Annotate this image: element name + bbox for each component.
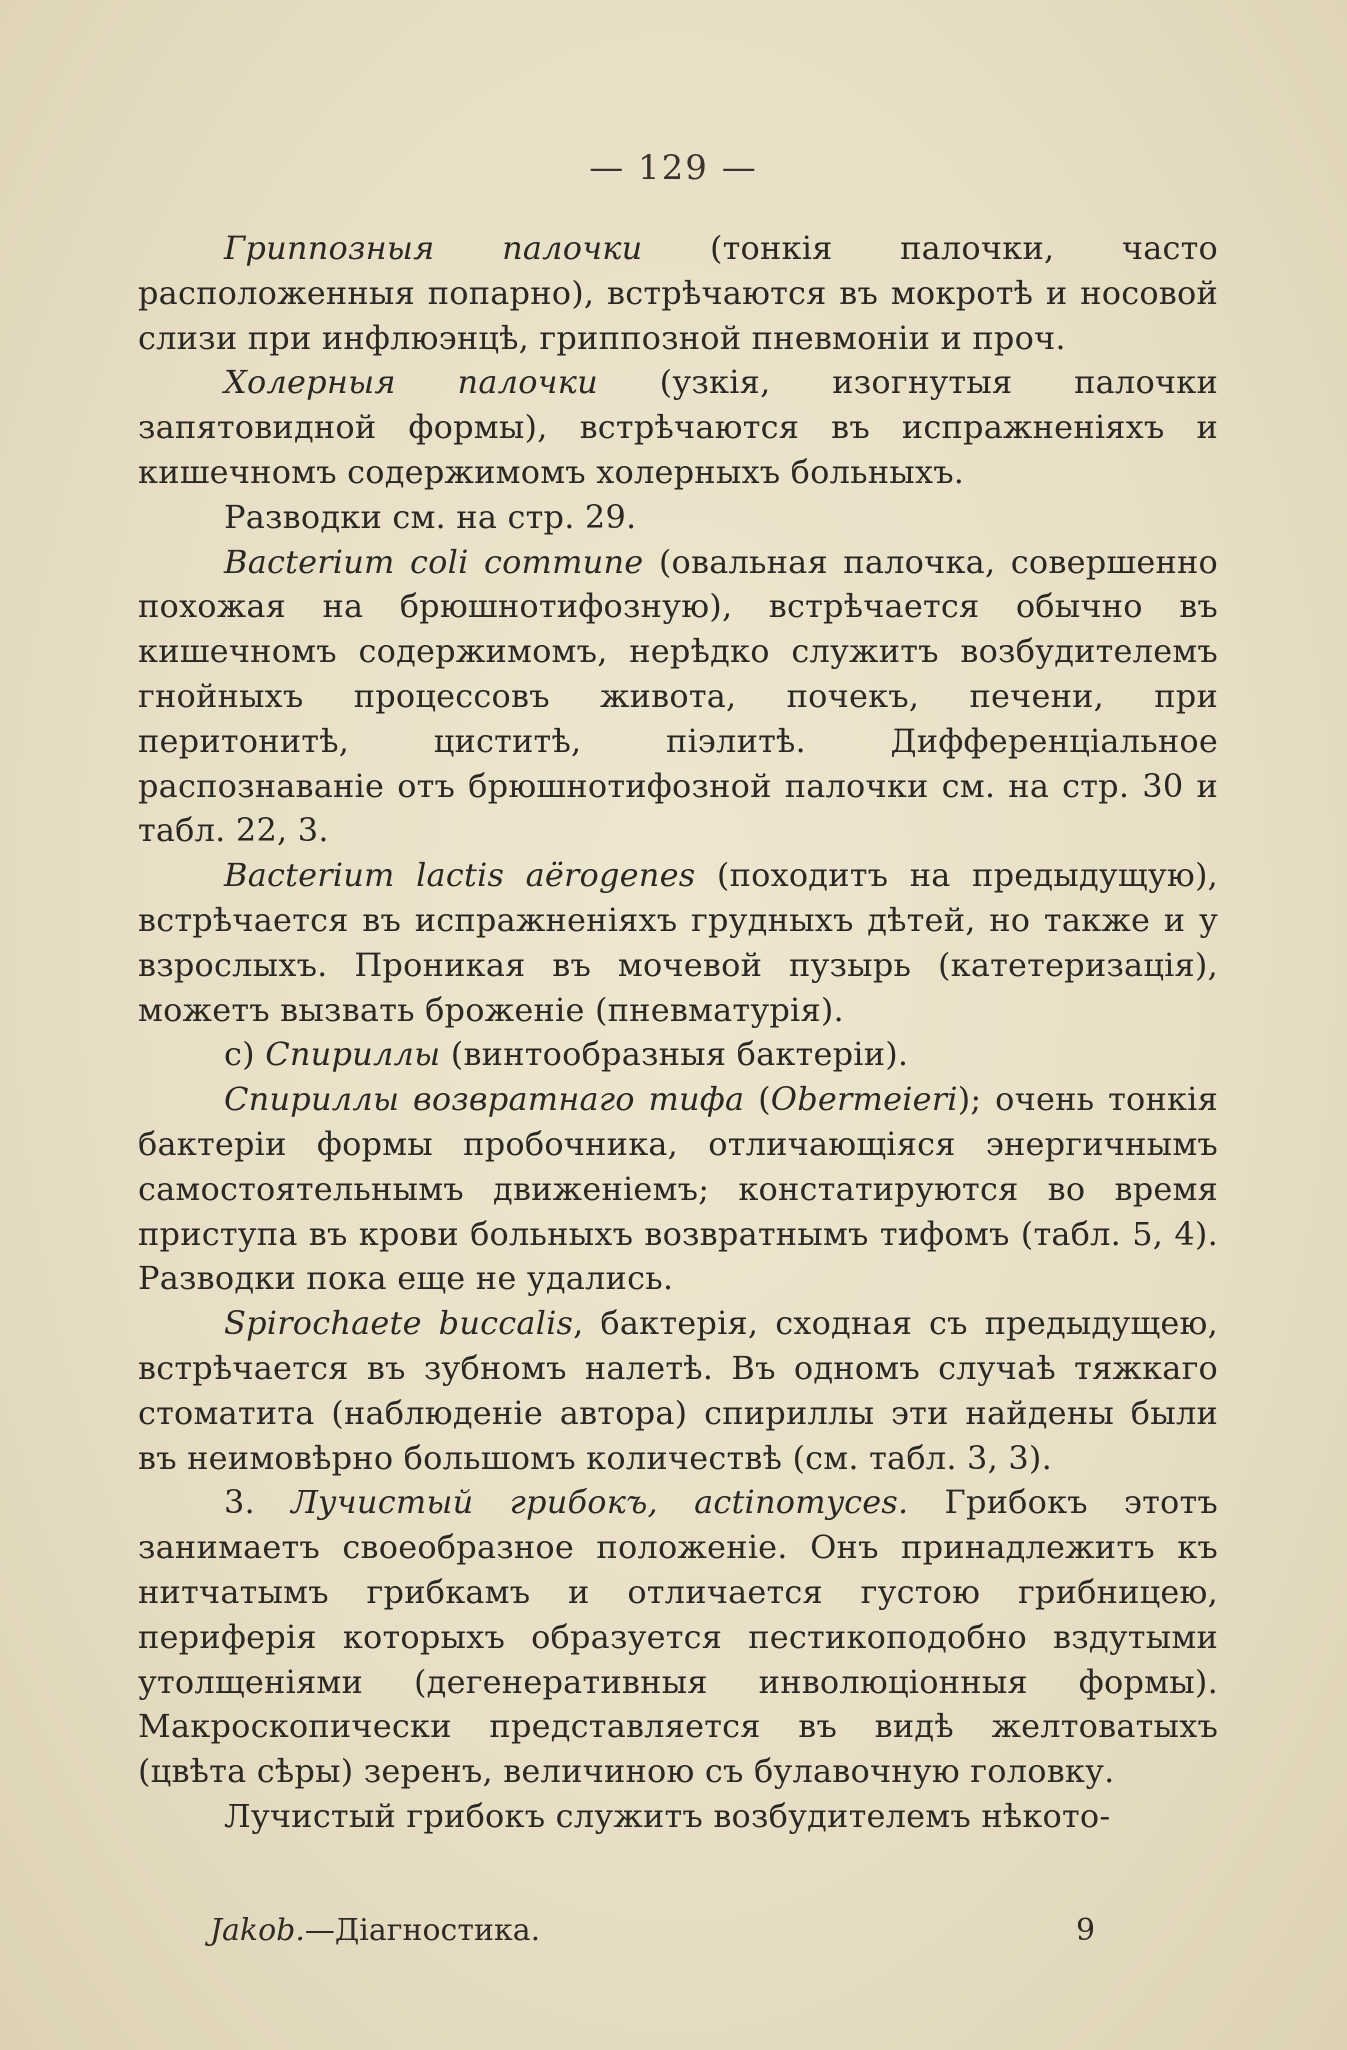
- paragraph-text: c): [224, 1035, 266, 1074]
- paragraph-text: Разводки см. на стр. 29.: [224, 497, 637, 536]
- paragraph-text: ); очень тонкія бактеріи формы пробочника, отличающіяся энергичнымъ самостоятельнымъ движеніемъ; констатируются во время приступа въ крови больныхъ возвратнымъ тифомъ (табл. 5, 4). Разводки пока еще не удались.: [138, 1080, 1218, 1298]
- paragraph-text: (походитъ на предыдущую), встрѣчается въ испражненіяхъ грудныхъ дѣтей, но также и у взрослыхъ. Проникая въ мочевой пузырь (катетеризація), можетъ вызвать броженіе (пневматурія).: [138, 856, 1218, 1029]
- paragraph-text: (овальная палочка, совершенно похожая на брюшнотифозную), встрѣчается обычно въ кишечномъ содержимомъ, нерѣдко служитъ возбудителемъ гнойныхъ процессовъ живота, почекъ, печени, при перитонитѣ, циститѣ, піэлитѣ. Дифференціальное распознаваніе отъ брюшнотифозной палочки см. на стр. 30 и табл. 22, 3.: [138, 542, 1219, 850]
- paragraph-text: , бактерія, сходная съ предыдущею, встрѣчается въ зубномъ налетѣ. Въ одномъ случаѣ тяжкаго стоматита (наблюденіе автора) спириллы эти найдены были въ неимовѣрно большомъ количествѣ (см. табл. 3, 3).: [138, 1304, 1218, 1477]
- paragraph-p7: [138, 1077, 1218, 1301]
- paragraph-p2: [138, 360, 1218, 494]
- paragraph-text: Грибокъ этотъ занимаетъ своеобразное положеніе. Онъ принадлежитъ къ нитчатымъ грибкамъ и отличается густою грибницею, периферія которыхъ образуется пестикоподобно вздутыми утолщеніями (дегенеративныя инволюціонныя формы). Макроскопически представляется въ видѣ желтоватыхъ (цвѣта сѣры) зеренъ, величиною съ булавочную головку.: [138, 1483, 1218, 1791]
- paragraph-p5: [138, 853, 1218, 1032]
- paragraph-p4: [138, 540, 1218, 854]
- italic-term: Спириллы: [265, 1035, 441, 1074]
- italic-term: Спириллы возвратнаго тифа: [224, 1080, 745, 1119]
- page-footer: [210, 1913, 1110, 1948]
- page-number: — 129 —: [589, 148, 758, 188]
- paragraph-p8: [138, 1301, 1218, 1480]
- paragraph-text: (винтообразныя бактеріи).: [440, 1035, 909, 1074]
- italic-term: Холерныя палочки: [224, 363, 598, 402]
- footer-author: Jakob.: [210, 1913, 305, 1948]
- italic-term: Лучистый грибокъ, actinomyces.: [291, 1483, 909, 1522]
- paragraph-text: (узкія, изогнутыя палочки запятовидной формы), встрѣчаются въ испражненіяхъ и кишечномъ содержимомъ холерныхъ больныхъ.: [138, 363, 1219, 491]
- paragraph-p3: [138, 495, 1218, 540]
- paragraph-text: 3.: [224, 1483, 292, 1522]
- paragraph-p1: [138, 226, 1218, 360]
- paragraph-p9: [138, 1480, 1218, 1794]
- italic-term: Spirochaete buccalis: [224, 1304, 574, 1343]
- italic-term: Obermeieri: [770, 1080, 958, 1119]
- italic-term: Bacterium coli commune: [224, 542, 644, 581]
- signature-mark: 9: [1076, 1913, 1096, 1948]
- paragraph-p10: [138, 1794, 1218, 1839]
- footer-title: —Діагностика.: [304, 1913, 541, 1948]
- body-text: [138, 226, 1218, 1839]
- italic-term: Bacterium lactis aёrogenes: [224, 856, 696, 895]
- paragraph-text: (: [744, 1080, 771, 1119]
- paragraph-p6: [138, 1032, 1218, 1077]
- italic-term: Гриппозныя палочки: [224, 229, 643, 267]
- paragraph-text: Лучистый грибокъ служитъ возбудителемъ нѣкото-: [224, 1796, 1111, 1835]
- paragraph-text: (тонкія палочки, часто расположенныя попарно), встрѣчаются въ мокротѣ и носовой слизи при инфлюэнцѣ, гриппозной пневмоніи и проч.: [138, 229, 1218, 357]
